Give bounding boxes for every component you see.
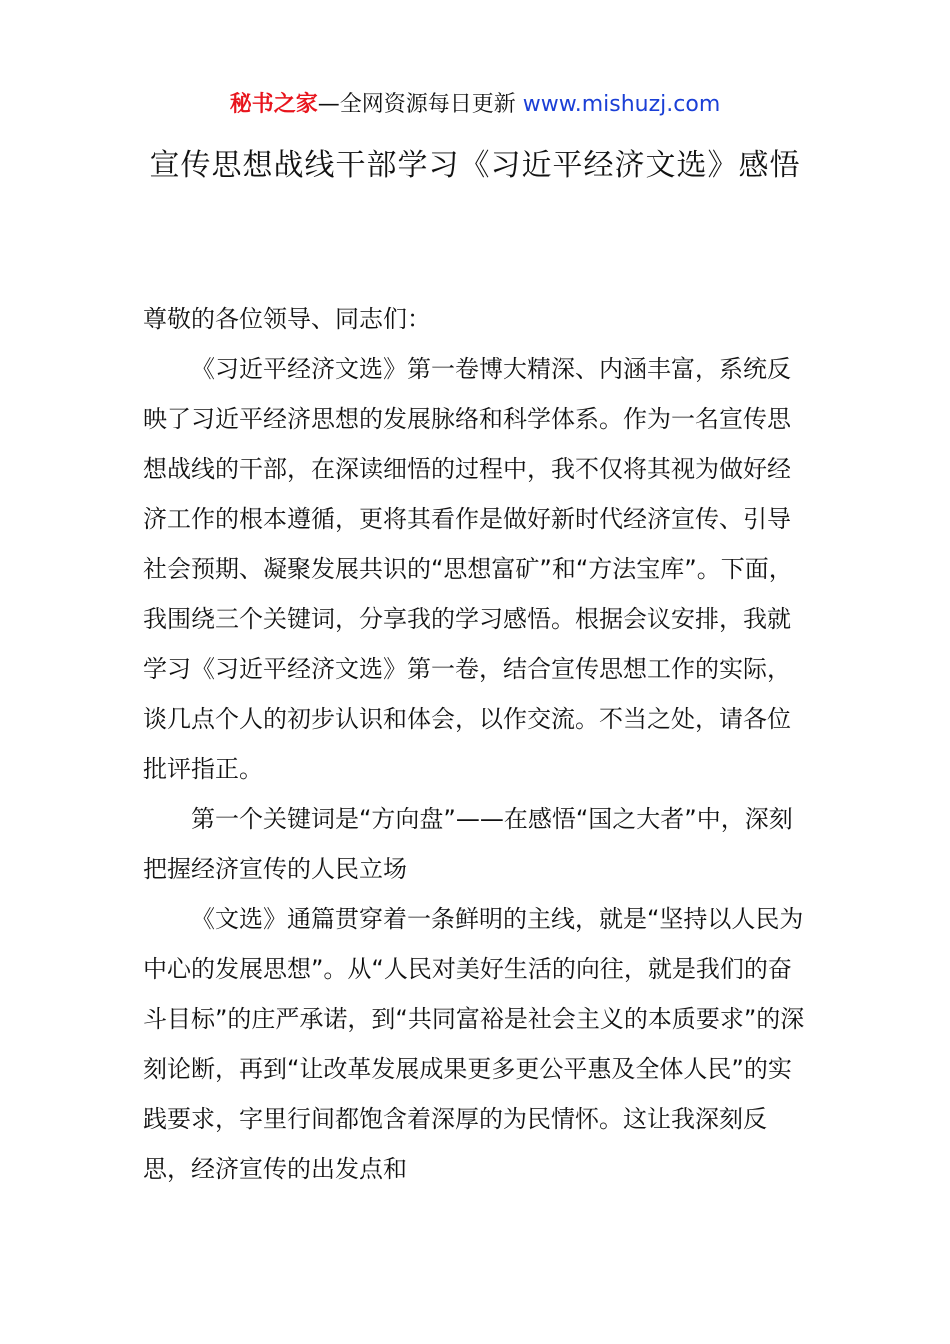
salutation: 尊敬的各位领导、同志们： bbox=[143, 305, 431, 333]
section-heading-1: 第一个关键词是“方向盘”——在感悟“国之大者”中，深刻把握经济宣传的人民立场 bbox=[143, 805, 793, 883]
document-title: 宣传思想战线干部学习《习近平经济文选》感悟 bbox=[149, 148, 801, 183]
site-header bbox=[0, 88, 950, 122]
site-tagline: —全网资源每日更新 bbox=[317, 92, 516, 117]
site-brand: 秘书之家 bbox=[229, 92, 318, 117]
paragraph-intro: 《习近平经济文选》第一卷博大精深、内涵丰富，系统反映了习近平经济思想的发展脉络和科学体系。作为一名宣传思想战线的干部，在深读细悟的过程中，我不仅将其视为做好经济工作的根本遵循，更将其看作是做好新时代经济宣传、引导社会预期、凝聚发展共识的“思想富矿”和“方法宝库”。下面，我围绕三个关键词，分享我的学习感悟。根据会议安排，我就学习《习近平经济文选》第一卷，结合宣传思想工作的实际，谈几点个人的初步认识和体会，以作交流。不当之处，请各位批评指正。 bbox=[143, 355, 793, 783]
document-body bbox=[143, 294, 811, 1194]
paragraph-section-1: 《文选》通篇贯穿着一条鲜明的主线，就是“坚持以人民为中心的发展思想”。从“人民对美好生活的向往，就是我们的奋斗目标”的庄严承诺，到“共同富裕是社会主义的本质要求”的深刻论断，再到“让改革发展成果更多更公平惠及全体人民”的实践要求，字里行间都饱含着深厚的为民情怀。这让我深刻反思，经济宣传的出发点和 bbox=[143, 905, 805, 1183]
site-url-link[interactable]: www.mishuzj.com bbox=[522, 92, 721, 117]
